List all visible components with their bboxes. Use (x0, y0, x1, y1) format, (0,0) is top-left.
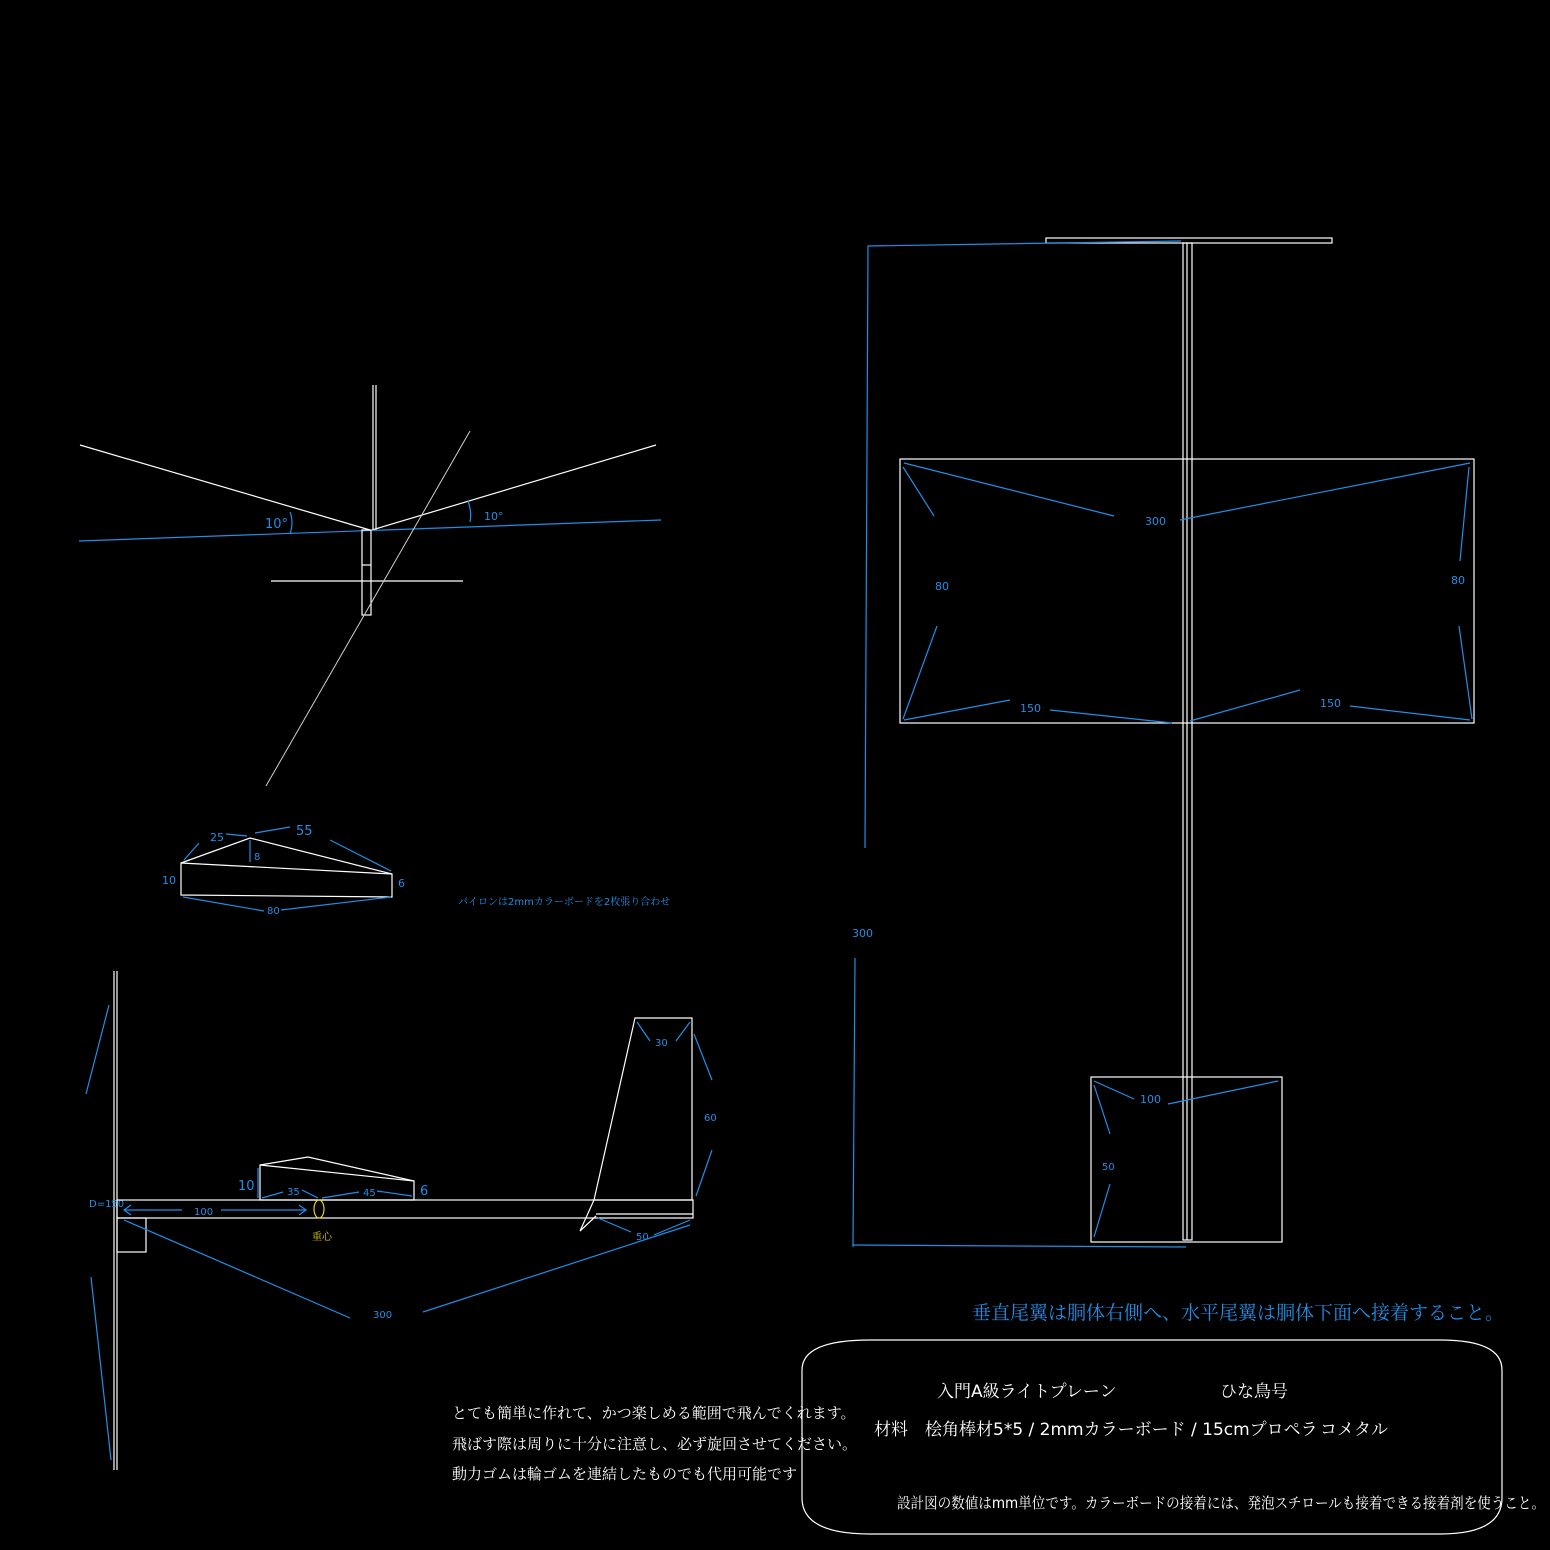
top-wing-dim-300b (1180, 463, 1470, 520)
side-fin-lower (580, 1200, 594, 1231)
pylon-dim-25b (226, 834, 247, 836)
top-tail-dim-100b (1168, 1081, 1278, 1104)
pylon-dim-55-label: 55 (296, 824, 313, 839)
pylon-outline (181, 838, 392, 897)
top-wing-dim-80r-label: 80 (1451, 574, 1465, 587)
title-footnote: 設計図の数値はmm単位です。カラーボードの接着には、発泡スチロールも接着できる接着剤を使うこと。 (897, 1494, 1545, 1512)
front-angle-left-label: 10° (265, 517, 289, 532)
pylon-dim-8-label: 8 (254, 852, 261, 863)
description-line-1: とても簡単に作れて、かつ楽しめる範囲で飛んでくれます。 (452, 1404, 856, 1422)
description-text (452, 1404, 857, 1483)
side-fin-dim-50a (598, 1218, 631, 1232)
description-line-3: 動力ゴムは輪ゴムを連結したものでも代用可能です (452, 1465, 798, 1483)
top-wing-dim-150l-a (904, 700, 1010, 720)
pylon-detail (162, 824, 670, 917)
side-fin-dim-50b (654, 1220, 690, 1235)
side-fin-dim-60b (696, 1150, 712, 1196)
title-category: 入門A級ライトプレーン (937, 1382, 1117, 1402)
pylon-top-right (181, 863, 392, 874)
side-pylon-dim-45-label: 45 (363, 1188, 376, 1199)
top-wing-dim-80l-a (903, 467, 934, 516)
side-fin-dim-30-label: 30 (655, 1038, 668, 1049)
top-wing-dim-80l-label: 80 (935, 580, 949, 593)
side-pylon-dim-35-label: 35 (287, 1187, 300, 1198)
top-wing-dim-300a (904, 463, 1114, 516)
side-fin-dim-30a (637, 1022, 650, 1041)
top-tail-dim-50a (1094, 1085, 1110, 1134)
side-pylon-dim-6-label: 6 (420, 1184, 429, 1199)
top-dim-300-lower (853, 958, 855, 1247)
front-view (79, 385, 661, 786)
side-prop-dim-bottom (91, 1277, 111, 1460)
top-wing-dim-80r-b (1459, 626, 1472, 719)
side-fin-dim-30b (676, 1022, 690, 1041)
pylon-dim-80b (281, 897, 391, 910)
pylon-dim-6-label: 6 (398, 877, 405, 890)
side-vertical-fin (594, 1018, 692, 1200)
title-block (802, 1340, 1545, 1534)
side-cg-marker (314, 1200, 324, 1218)
top-tail-dim-100-label: 100 (1140, 1093, 1161, 1106)
side-view (86, 971, 717, 1470)
top-wing-dim-150l-label: 150 (1020, 702, 1041, 715)
description-line-2: 飛ばす際は周りに十分に注意し、必ず旋回させてください。 (452, 1435, 858, 1453)
side-dim-300b (423, 1225, 690, 1312)
side-pylon-dim-45b (377, 1191, 412, 1196)
side-pylon-dim-35b (302, 1190, 318, 1198)
top-tail-dim-100a (1094, 1081, 1134, 1099)
assembly-note: 垂直尾翼は胴体右側へ、水平尾翼は胴体下面へ接着すること。 (972, 1302, 1505, 1324)
pylon-dim-80-label: 80 (267, 906, 280, 917)
pylon-dim-25-label: 25 (210, 831, 224, 844)
pylon-dim-10-label: 10 (162, 874, 176, 887)
top-wing-dim-300-label: 300 (1145, 515, 1166, 528)
side-fin-dim-60a (694, 1034, 712, 1080)
side-dim-300-label: 300 (373, 1310, 393, 1321)
top-tail-dim-50-label: 50 (1102, 1162, 1115, 1173)
side-pylon-dim-35a (262, 1192, 283, 1198)
side-fin-dim-50-label: 50 (636, 1232, 649, 1243)
title-designer: コメタル (1320, 1420, 1388, 1440)
side-pylon-top (260, 1165, 414, 1181)
side-cg-label: 重心 (312, 1232, 332, 1243)
front-wing-left (80, 445, 370, 530)
title-name: ひな鳥号 (1220, 1382, 1288, 1402)
top-dim-300-label: 300 (852, 927, 873, 940)
side-pylon-dim-45a (322, 1192, 359, 1198)
front-angle-arc-right (468, 501, 471, 522)
top-dim-300-upper (865, 241, 1181, 848)
front-angle-arc-left (290, 512, 292, 534)
front-fuselage (362, 530, 371, 615)
top-view (852, 238, 1474, 1247)
side-prop-label: D=150 (89, 1199, 125, 1210)
side-fin-dim-60-label: 60 (704, 1113, 717, 1124)
top-dim-300-base (853, 1245, 1186, 1247)
front-wing-right (372, 445, 656, 530)
title-materials: 材料 桧角棒材5*5 / 2mmカラーボード / 15cmプロペラ (874, 1420, 1318, 1440)
pylon-dim-55 (255, 827, 290, 833)
top-tail-dim-50b (1094, 1184, 1110, 1237)
top-wing-dim-80l-b (903, 626, 937, 719)
side-pylon-dim-10-label: 10 (238, 1179, 255, 1194)
front-angle-right-label: 10° (484, 510, 504, 523)
top-wing-dim-150r-a (1190, 690, 1300, 721)
top-wing-dim-150l-b (1050, 710, 1172, 723)
pylon-note: パイロンは2mmカラーボードを2枚張り合わせ (458, 897, 671, 908)
side-dim-100-label: 100 (194, 1207, 214, 1218)
front-propeller-disc (266, 431, 470, 786)
side-prop-dim-top (86, 1005, 109, 1094)
pylon-dim-80a (183, 897, 264, 911)
top-wing-dim-150r-label: 150 (1320, 697, 1341, 710)
top-wing-dim-150r-b (1350, 706, 1470, 720)
top-wing-dim-80r-a (1460, 467, 1469, 561)
